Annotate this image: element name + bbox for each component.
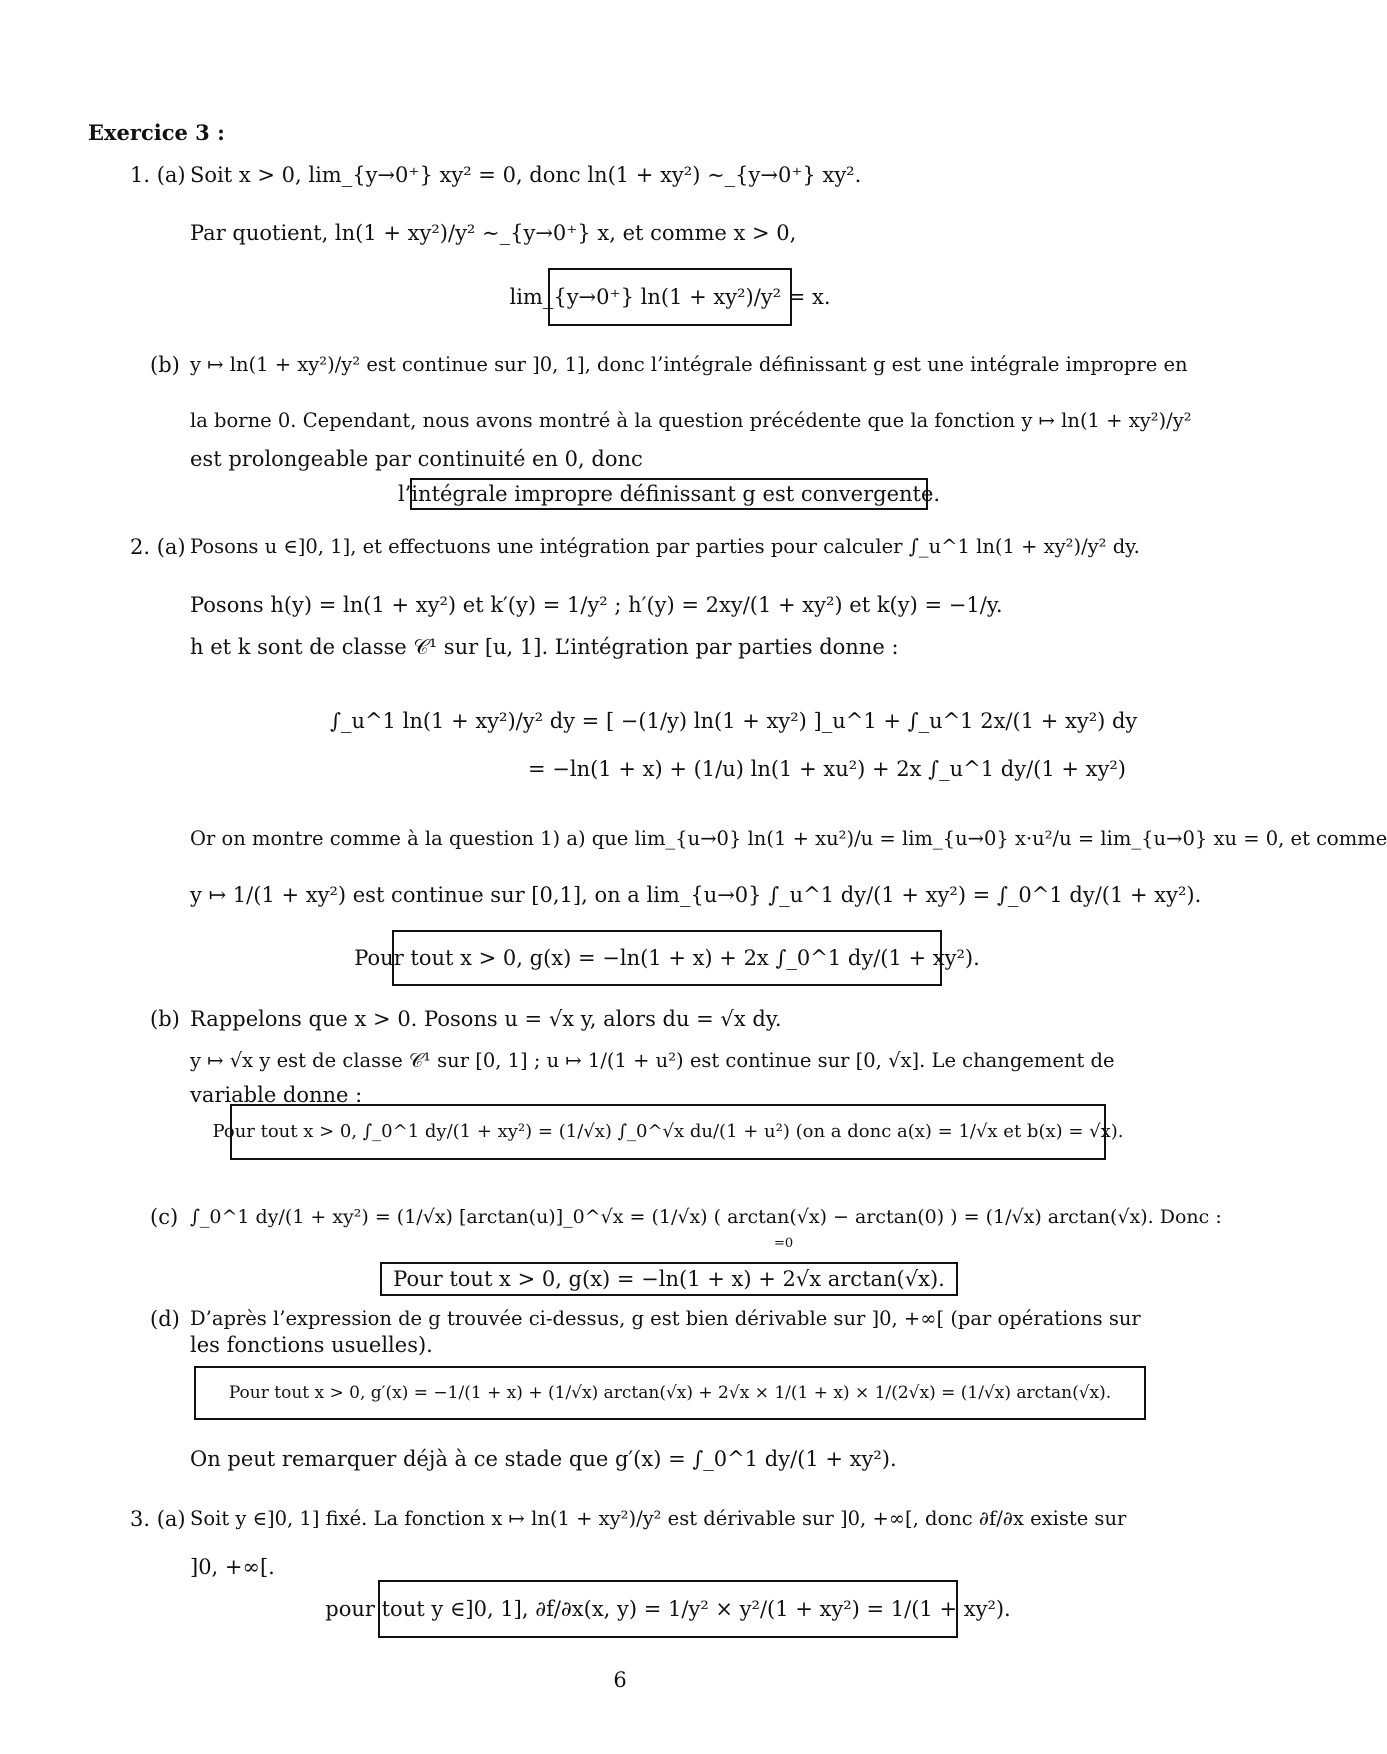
label-q1b: (b) (150, 353, 180, 377)
q2b-result-box: Pour tout x > 0, ∫_0^1 dy/(1 + xy²) = (1/√x) ∫_0^√x du/(1 + u²) (on a donc a(x) = 1/√x et b(x) = √x). (230, 1104, 1106, 1160)
q2c-underbrace-label: =0 (774, 1236, 794, 1251)
q2d-result-box: Pour tout x > 0, g′(x) = −1/(1 + x) + (1/√x) arctan(√x) + 2√x × 1/(1 + x) × 1/(2√x) = (1/√x) arctan(√x). (194, 1366, 1146, 1420)
q2c-result-box: Pour tout x > 0, g(x) = −ln(1 + x) + 2√x arctan(√x). (380, 1262, 958, 1296)
q1b-result-box: l’intégrale impropre définissant g est convergente. (410, 478, 928, 510)
q2b-line3: variable donne : (190, 1083, 363, 1107)
q2a-line5: y ↦ 1/(1 + xy²) est continue sur [0,1], on a lim_{u→0} ∫_u^1 dy/(1 + xy²) = ∫_0^1 dy/(1 + xy²). (190, 883, 1202, 907)
label-q3a: 3. (a) (130, 1507, 186, 1531)
q2a-equation2: = −ln(1 + x) + (1/u) ln(1 + xu²) + 2x ∫_u^1 dy/(1 + xy²) (528, 757, 1126, 781)
exercise-title: Exercice 3 : (88, 120, 225, 145)
q2a-line4: Or on montre comme à la question 1) a) que lim_{u→0} ln(1 + xu²)/u = lim_{u→0} x·u²/u = lim_{u→0} xu = 0, et comme (190, 827, 1387, 850)
q1a-line1: Soit x > 0, lim_{y→0⁺} xy² = 0, donc ln(1 + xy²) ∼_{y→0⁺} xy². (190, 163, 862, 187)
q3a-result-box: pour tout y ∈]0, 1], ∂f/∂x(x, y) = 1/y² × y²/(1 + xy²) = 1/(1 + xy²). (378, 1580, 958, 1638)
q3a-line2: ]0, +∞[. (190, 1555, 275, 1579)
q1b-line1: y ↦ ln(1 + xy²)/y² est continue sur ]0, 1], donc l’intégrale définissant g est une intégrale impropre en (190, 353, 1188, 376)
q1b-line3: est prolongeable par continuité en 0, donc (190, 447, 643, 471)
label-q2d: (d) (150, 1307, 180, 1331)
q2a-line2: Posons h(y) = ln(1 + xy²) et k′(y) = 1/y² ; h′(y) = 2xy/(1 + xy²) et k(y) = −1/y. (190, 593, 1003, 617)
q1a-line2: Par quotient, ln(1 + xy²)/y² ∼_{y→0⁺} x, et comme x > 0, (190, 221, 797, 245)
q1b-line2: la borne 0. Cependant, nous avons montré à la question précédente que la fonction y ↦ ln(1 + xy²)/y² (190, 409, 1192, 432)
q2a-equation1: ∫_u^1 ln(1 + xy²)/y² dy = [ −(1/y) ln(1 + xy²) ]_u^1 + ∫_u^1 2x/(1 + xy²) dy (330, 709, 1138, 733)
q2a-result-box: Pour tout x > 0, g(x) = −ln(1 + x) + 2x ∫_0^1 dy/(1 + xy²). (392, 930, 942, 986)
label-q2a: 2. (a) (130, 535, 186, 559)
q3a-line1: Soit y ∈]0, 1] fixé. La fonction x ↦ ln(1 + xy²)/y² est dérivable sur ]0, +∞[, donc ∂f/∂x existe sur (190, 1507, 1127, 1530)
q2b-line1: Rappelons que x > 0. Posons u = √x y, alors du = √x dy. (190, 1007, 782, 1031)
q2d-line2: les fonctions usuelles). (190, 1333, 433, 1357)
q1a-result-box: lim_{y→0⁺} ln(1 + xy²)/y² = x. (548, 268, 792, 326)
q2c-line1: ∫_0^1 dy/(1 + xy²) = (1/√x) [arctan(u)]_0^√x = (1/√x) ( arctan(√x) − arctan(0) ) = (1/√x) arctan(√x). Donc : (190, 1206, 1222, 1228)
q2d-line3: On peut remarquer déjà à ce stade que g′(x) = ∫_0^1 dy/(1 + xy²). (190, 1447, 897, 1471)
q2a-line1: Posons u ∈]0, 1], et effectuons une intégration par parties pour calculer ∫_u^1 ln(1 + xy²)/y² dy. (190, 535, 1140, 558)
q2a-line3: h et k sont de classe 𝒞¹ sur [u, 1]. L’intégration par parties donne : (190, 635, 899, 659)
label-q2c: (c) (150, 1205, 179, 1229)
q2b-line2: y ↦ √x y est de classe 𝒞¹ sur [0, 1] ; u ↦ 1/(1 + u²) est continue sur [0, √x]. Le changement de (190, 1049, 1115, 1072)
page-number: 6 (613, 1668, 627, 1692)
label-q2b: (b) (150, 1007, 180, 1031)
q2d-line1: D’après l’expression de g trouvée ci-dessus, g est bien dérivable sur ]0, +∞[ (par opérations sur (190, 1307, 1141, 1330)
label-q1a: 1. (a) (130, 163, 186, 187)
